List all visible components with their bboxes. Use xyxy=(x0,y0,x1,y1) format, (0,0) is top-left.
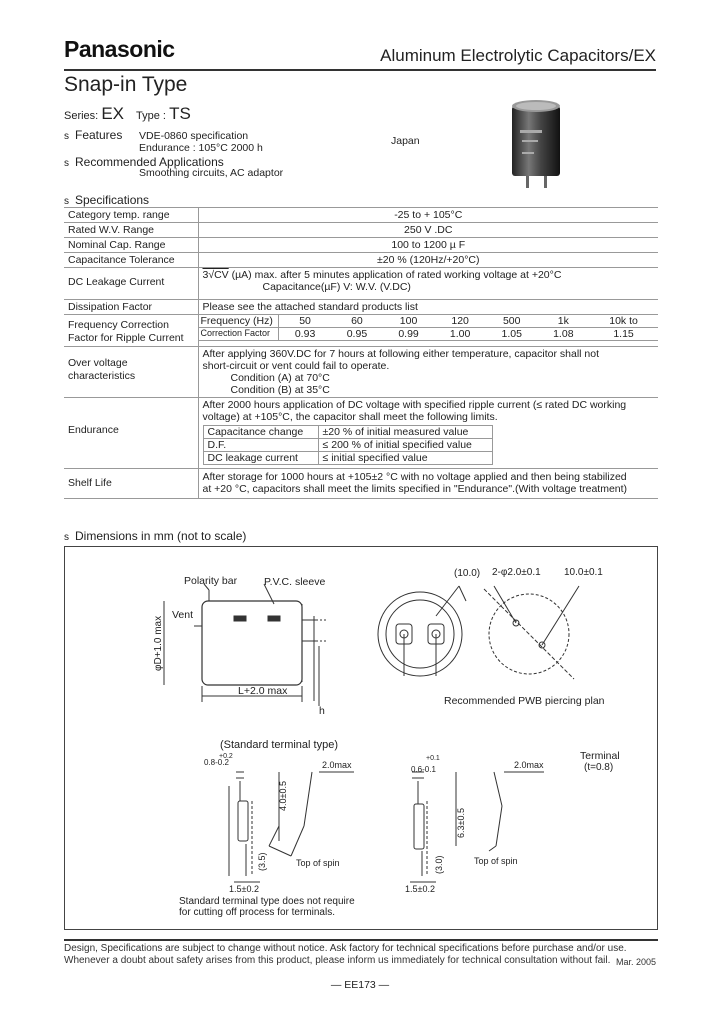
freq-cell: 10k to xyxy=(589,315,658,328)
len-2-label: 6.3±0.5 xyxy=(456,808,466,838)
table-row xyxy=(64,223,658,238)
table-row xyxy=(64,268,658,300)
pwb-pitch-label: (10.0) xyxy=(454,568,481,579)
overvoltage-label: Over voltage characteristics xyxy=(64,347,198,398)
freq-cell: 60 xyxy=(331,315,383,328)
lead-plus-2: +0.1 xyxy=(426,755,440,762)
table-row xyxy=(64,253,658,268)
spec-label: Nominal Cap. Range xyxy=(64,238,198,253)
lead-plus-1: +0.2 xyxy=(219,753,233,760)
h-label: h xyxy=(319,705,325,717)
factor-cell: 1.08 xyxy=(538,328,590,341)
leakage-line-2: Capacitance(µF) V: W.V. (V.DC) xyxy=(262,281,411,293)
series-line xyxy=(64,104,191,124)
table-row: Capacitance change ±20 % of initial measured value xyxy=(203,426,492,439)
length-label: L+2.0 max xyxy=(238,685,288,697)
factor-cell: 0.93 xyxy=(279,328,332,341)
frequency-label: Frequency Correction Factor for Ripple Current xyxy=(64,315,198,347)
origin-label: Japan xyxy=(391,135,420,147)
dimensions-heading: s Dimensions in mm (not to scale) xyxy=(64,529,247,543)
pwb-plan xyxy=(484,586,579,679)
pitch-left: 1.5±0.2 xyxy=(229,884,259,894)
overvoltage-value: After applying 360V.DC for 7 hours at following either temperature, capacitor shall not short-circuit or vent could fail to operate. Condition (A) at 70°C Condition (B) at 35°C xyxy=(198,347,658,398)
diameter-label: φD+1.0 max xyxy=(153,615,164,671)
small-dim-label: (3.5) xyxy=(257,852,267,871)
vent-label: Vent xyxy=(172,609,194,621)
bullet-icon: s xyxy=(64,196,69,207)
leakage-label: DC Leakage Current xyxy=(64,268,198,300)
len-1-label: 4.0±0.5 xyxy=(278,781,288,811)
shelf-label: Shelf Life xyxy=(64,469,198,499)
leakage-line-1: (µA) max. after 5 minutes application of rated working voltage at +20°C xyxy=(231,269,562,281)
bullet-icon: s xyxy=(64,532,69,543)
endurance-table xyxy=(203,425,493,465)
polarity-bar-label: Polarity bar xyxy=(184,575,238,587)
pitch-right: 1.5±0.2 xyxy=(405,884,435,894)
table-row: D.F. ≤ 200 % of initial specified value xyxy=(203,439,492,452)
applications-heading: s Recommended Applications xyxy=(64,155,224,169)
series-value: EX xyxy=(101,104,124,123)
table-row xyxy=(64,398,658,469)
note-line-1: Standard terminal type does not require xyxy=(179,896,355,907)
bullet-icon: s xyxy=(64,131,69,142)
std-terminal-label: (Standard terminal type) xyxy=(220,739,338,751)
series-label: Series: xyxy=(64,110,99,122)
applications-text: Smoothing circuits, AC adaptor xyxy=(139,167,284,179)
disclaimer-line-2: Whenever a doubt about safety arises from this product, please inform us immediately for technical consultation without fail. xyxy=(64,955,611,966)
note-line-2: for cutting off process for terminals. xyxy=(179,907,335,918)
specifications-heading: s Specifications xyxy=(64,193,150,207)
pvc-sleeve-label: P.V.C. sleeve xyxy=(264,576,326,588)
correction-head: Correction Factor xyxy=(199,328,279,341)
factor-cell: 1.00 xyxy=(434,328,486,341)
small-dim-2-label: (3.0) xyxy=(434,855,444,874)
frequency-table xyxy=(199,315,659,341)
table-row xyxy=(64,347,658,398)
type-value: TS xyxy=(169,104,191,123)
specifications-table xyxy=(64,207,658,499)
dissipation-value: Please see the attached standard products list xyxy=(198,300,658,315)
brand-logo: Panasonic xyxy=(64,36,175,62)
leakage-formula: 3√CV xyxy=(202,269,229,281)
spec-label: Rated W.V. Range xyxy=(64,223,198,238)
bullet-icon: s xyxy=(64,158,69,169)
factor-cell: 1.05 xyxy=(486,328,538,341)
table-row xyxy=(64,469,658,499)
endurance-label: Endurance xyxy=(64,398,198,469)
spec-value: ±20 % (120Hz/+20°C) xyxy=(198,253,658,268)
spec-value: 100 to 1200 µ F xyxy=(198,238,658,253)
max-2-label-right: 2.0max xyxy=(514,760,544,770)
revision-date: Mar. 2005 xyxy=(615,957,656,967)
freq-cell: 500 xyxy=(486,315,538,328)
lead-width-2-label: 0.6-0.1 xyxy=(411,765,436,774)
page-number: — EE173 — xyxy=(330,979,390,991)
spec-value: 250 V .DC xyxy=(198,223,658,238)
footer-rule xyxy=(64,939,658,941)
freq-cell: 120 xyxy=(434,315,486,328)
freq-cell: 100 xyxy=(383,315,435,328)
pwb-holes-label: 2-φ2.0±0.1 xyxy=(492,567,541,578)
spec-label: Category temp. range xyxy=(64,208,198,223)
table-row xyxy=(199,315,659,328)
table-row xyxy=(64,300,658,315)
dissipation-label: Dissipation Factor xyxy=(64,300,198,315)
max-2-label: 2.0max xyxy=(322,760,352,770)
pwb-spacing-label: 10.0±0.1 xyxy=(564,567,603,578)
features-heading: s Features xyxy=(64,128,123,142)
factor-cell: 0.99 xyxy=(383,328,435,341)
features-line-1: VDE-0860 specification xyxy=(139,130,249,142)
top-of-spin-left: Top of spin xyxy=(296,858,340,868)
freq-cell: 50 xyxy=(279,315,332,328)
top-of-spin-right: Top of spin xyxy=(474,856,518,866)
endurance-value: After 2000 hours application of DC voltage with specified ripple current (≤ rated DC working voltage) at +105°C, the capacitor shall meet the following limits. Capacitance change ±20 % of initial measured value D.F. ≤ 200 % of initial specified value DC leakage current ≤ initial specified value xyxy=(198,398,658,469)
features-line-2: Endurance : 105°C 2000 h xyxy=(139,142,263,154)
factor-cell: 1.15 xyxy=(589,328,658,341)
frequency-head: Frequency (Hz) xyxy=(199,315,279,328)
lead-width-1-label: 0.8-0.2 xyxy=(204,758,229,767)
dimension-drawing xyxy=(64,546,658,930)
capacitor-end-view xyxy=(378,586,466,676)
type-title: Snap-in Type xyxy=(64,73,188,96)
terminal-thickness: (t=0.8) xyxy=(584,762,614,773)
product-photo xyxy=(500,96,572,192)
disclaimer-line-1: Design, Specifications are subject to change without notice. Ask factory for technical specifications before purchase and/or use. xyxy=(64,943,627,954)
spec-label: Capacitance Tolerance xyxy=(64,253,198,268)
factor-cell: 0.95 xyxy=(331,328,383,341)
type-label: Type : xyxy=(136,110,166,122)
table-row xyxy=(64,238,658,253)
header-rule xyxy=(64,69,656,71)
shelf-value: After storage for 1000 hours at +105±2 °C with no voltage applied and then being stabilized at +20 °C, capacitors shall meet the limits specified in "Endurance".(With voltage treatment) xyxy=(198,469,658,499)
table-row: DC leakage current ≤ initial specified value xyxy=(203,452,492,465)
terminal-title: Terminal xyxy=(580,750,620,762)
leakage-value xyxy=(198,268,658,300)
freq-cell: 1k xyxy=(538,315,590,328)
spec-value: -25 to + 105°C xyxy=(198,208,658,223)
document-title: Aluminum Electrolytic Capacitors/EX xyxy=(380,46,656,65)
table-row xyxy=(64,208,658,223)
pwb-caption: Recommended PWB piercing plan xyxy=(444,695,605,707)
frequency-table-cell xyxy=(198,315,658,347)
table-row xyxy=(199,328,659,341)
disclaimer xyxy=(64,943,627,967)
table-row xyxy=(64,315,658,347)
